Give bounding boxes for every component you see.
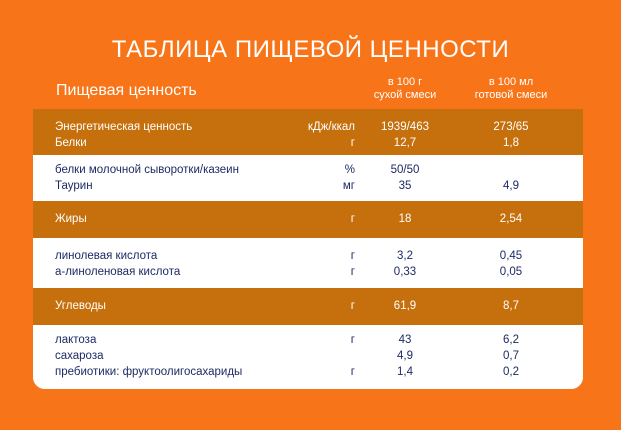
- nutrient-name: Таурин: [55, 180, 93, 192]
- value-per-100ml: 1,8: [503, 137, 519, 149]
- table-section: [33, 155, 583, 201]
- value-per-100g: 1,4: [397, 366, 413, 378]
- unit-cell: г: [350, 137, 355, 149]
- value-per-100g: 1939/463: [381, 121, 429, 133]
- value-per-100g: 18: [398, 213, 412, 225]
- value-per-100g: 50/50: [390, 164, 420, 176]
- table-row: [33, 211, 583, 227]
- table-section: [33, 325, 583, 389]
- unit-cell: кДж/ккал: [307, 121, 355, 133]
- column-header-per-100g: [345, 76, 465, 102]
- value-per-100ml: 273/65: [493, 121, 529, 133]
- value-per-100ml: 0,7: [503, 350, 519, 362]
- unit-cell: г: [350, 300, 355, 312]
- table-row: [33, 248, 583, 264]
- unit-cell: %: [344, 164, 355, 176]
- value-per-100ml: 6,2: [503, 334, 519, 346]
- column-header-per-100ml: [451, 76, 571, 102]
- column-header-per-100g-line2: сухой смеси: [373, 89, 437, 101]
- nutrient-name: пребиотики: фруктоолигосахариды: [55, 366, 243, 378]
- table-row: [33, 162, 583, 178]
- value-per-100ml: 0,05: [499, 266, 523, 278]
- table-section: [33, 109, 583, 155]
- table-row: [33, 332, 583, 348]
- nutrient-name: Белки: [55, 137, 87, 149]
- unit-cell: г: [350, 266, 355, 278]
- value-per-100ml: 2,54: [499, 213, 523, 225]
- column-header-per-100g-line1: в 100 г: [387, 76, 423, 88]
- column-header-per-100ml-line1: в 100 мл: [488, 76, 534, 88]
- value-per-100g: 43: [398, 334, 412, 346]
- unit-cell: мг: [342, 180, 355, 192]
- nutrient-name: Углеводы: [55, 300, 106, 312]
- unit-cell: г: [350, 213, 355, 225]
- nutrition-table: [33, 109, 583, 389]
- table-row: [33, 348, 583, 364]
- unit-cell: г: [350, 366, 355, 378]
- page-title: ТАБЛИЦА ПИЩЕВОЙ ЦЕННОСТИ: [111, 36, 510, 63]
- nutrient-name: Жиры: [55, 213, 87, 225]
- table-row: [33, 119, 583, 135]
- nutrient-name: а-линоленовая кислота: [55, 266, 181, 278]
- table-row: [33, 264, 583, 280]
- nutrient-name: белки молочной сыворотки/казеин: [55, 164, 239, 176]
- value-per-100g: 0,33: [393, 266, 417, 278]
- nutrient-name: сахароза: [55, 350, 104, 362]
- nutrient-name: линолевая кислота: [55, 250, 158, 262]
- table-row: [33, 364, 583, 380]
- value-per-100ml: 0,2: [503, 366, 519, 378]
- value-per-100g: 61,9: [393, 300, 417, 312]
- value-per-100g: 4,9: [397, 350, 413, 362]
- nutrient-name: Энергетическая ценность: [55, 121, 193, 133]
- value-per-100g: 3,2: [397, 250, 413, 262]
- table-section: [33, 288, 583, 325]
- value-per-100g: 12,7: [393, 137, 417, 149]
- value-per-100ml: 0,45: [499, 250, 523, 262]
- value-per-100ml: 8,7: [503, 300, 519, 312]
- value-per-100ml: 4,9: [503, 180, 519, 192]
- unit-cell: г: [350, 334, 355, 346]
- nutrient-name: лактоза: [55, 334, 97, 346]
- value-per-100g: 35: [398, 180, 412, 192]
- column-header-per-100ml-line2: готовой смеси: [474, 89, 548, 101]
- column-header-nutrition: Пищевая ценность: [56, 82, 197, 99]
- table-section: [33, 238, 583, 288]
- table-row: [33, 135, 583, 151]
- table-row: [33, 298, 583, 314]
- table-row: [33, 178, 583, 194]
- unit-cell: г: [350, 250, 355, 262]
- table-section: [33, 201, 583, 238]
